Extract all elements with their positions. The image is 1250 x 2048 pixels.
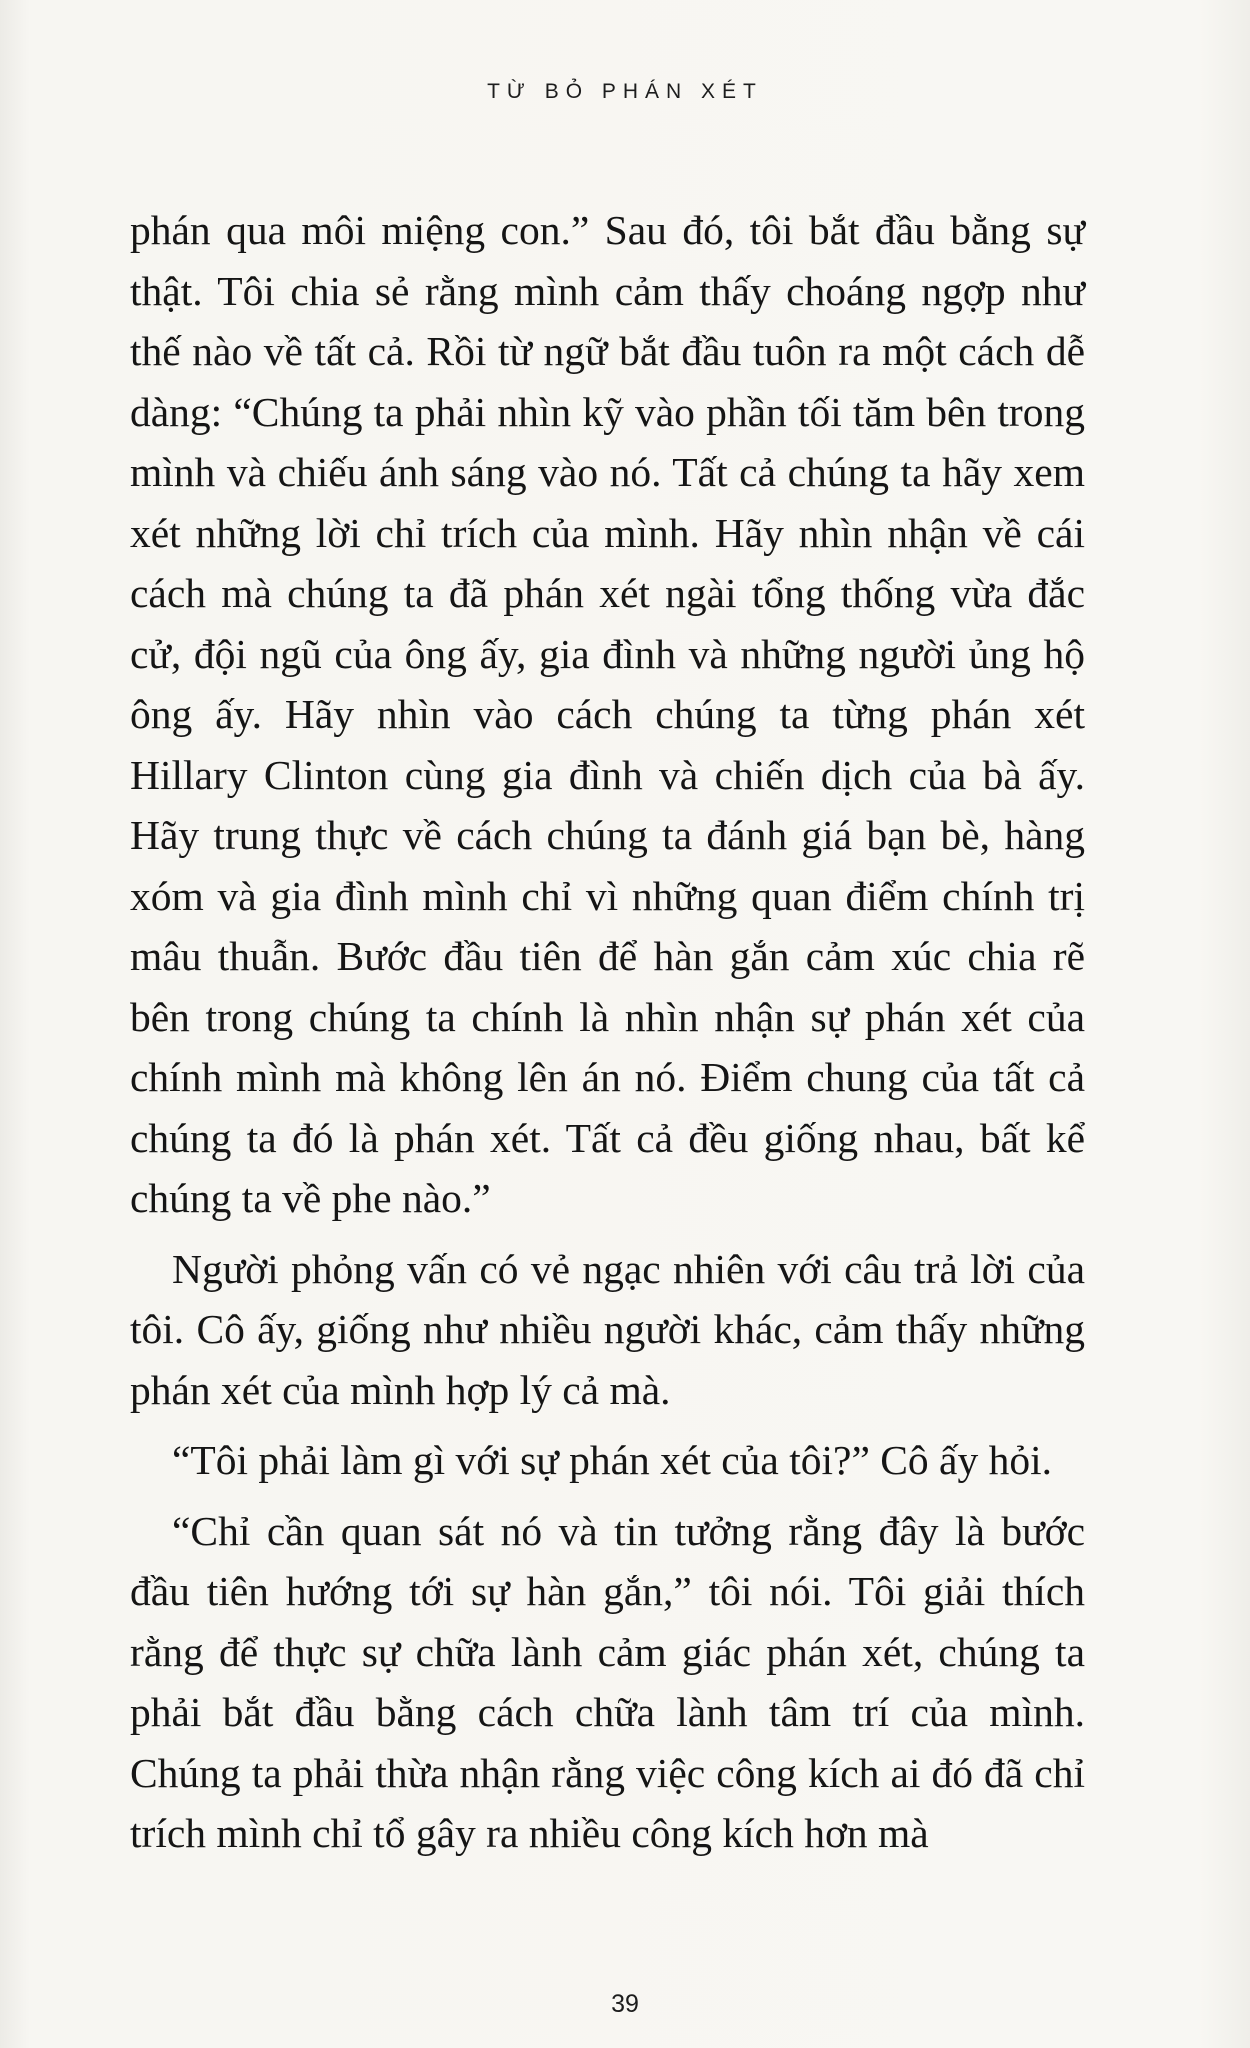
paragraph-2: Người phỏng vấn có vẻ ngạc nhiên với câu trả lời của tôi. Cô ấy, giống như nhiều người khác, cảm thấy những phán xét của mình hợp lý cả mà. <box>130 1245 1085 1413</box>
paragraph-4: “Chỉ cần quan sát nó và tin tưởng rằng đây là bước đầu tiên hướng tới sự hàn gắn,” tôi nói. Tôi giải thích rằng để thực sự chữa lành cảm giác phán xét, chúng ta phải bắt đầu bằng cách chữa lành tâm trí của mình. Chúng ta phải thừa nhận rằng việc công kích ai đó đã chỉ trích mình chỉ tổ gây ra nhiều công kích hơn mà <box>130 1507 1085 1856</box>
page-number: 39 <box>611 1990 639 2018</box>
paragraph-1: phán qua môi miệng con.” Sau đó, tôi bắt đầu bằng sự thật. Tôi chia sẻ rằng mình cảm thấy choáng ngợp như thế nào về tất cả. Rồi từ ngữ bắt đầu tuôn ra một cách dễ dàng: “Chúng ta phải nhìn kỹ vào phần tối tăm bên trong mình và chiếu ánh sáng vào nó. Tất cả chúng ta hãy xem xét những lời chỉ trích của mình. Hãy nhìn nhận về cái cách mà chúng ta đã phán xét ngài tổng thống vừa đắc cử, đội ngũ của ông ấy, gia đình và những người ủng hộ ông ấy. Hãy nhìn vào cách chúng ta từng phán xét Hillary Clinton cùng gia đình và chiến dịch của bà ấy. Hãy trung thực về cách chúng ta đánh giá bạn bè, hàng xóm và gia đình mình chỉ vì những quan điểm chính trị mâu thuẫn. Bước đầu tiên để hàn gắn cảm xúc chia rẽ bên trong chúng ta chính là nhìn nhận sự phán xét của chính mình mà không lên án nó. Điểm chung của tất cả chúng ta đó là phán xét. Tất cả đều giống nhau, bất kể chúng ta về phe nào.” <box>130 207 1085 1221</box>
paragraph-3: “Tôi phải làm gì với sự phán xét của tôi?” Cô ấy hỏi. <box>172 1437 1052 1483</box>
body-text <box>130 200 1085 1864</box>
running-head: TỪ BỎ PHÁN XÉT <box>487 80 763 103</box>
